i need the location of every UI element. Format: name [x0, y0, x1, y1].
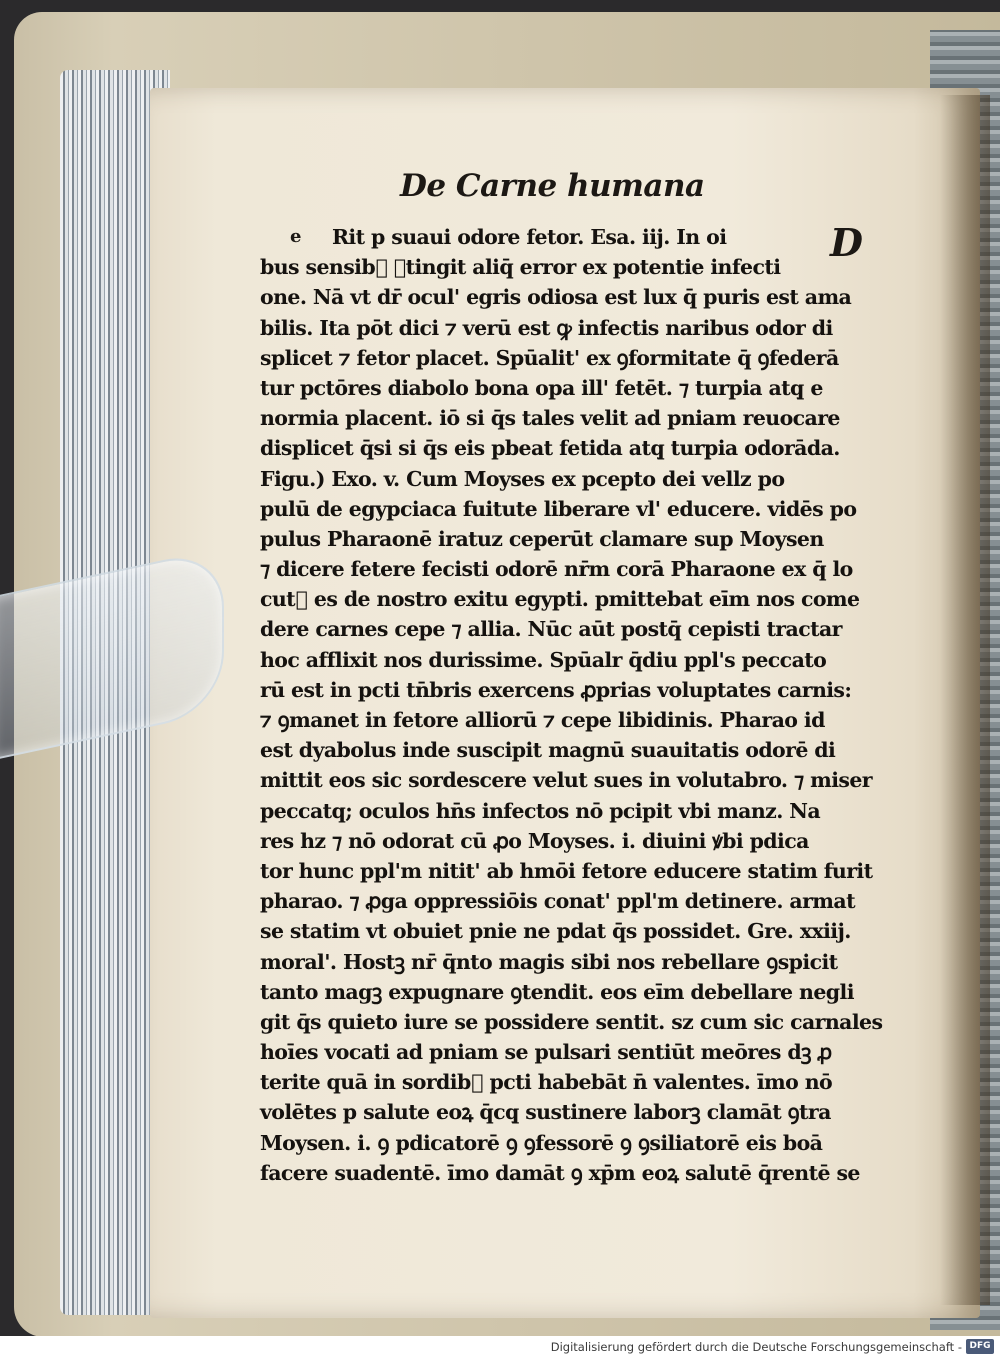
text-line: Figu.) Exo. v. Cum Moyses ex pcepto dei vellz po	[260, 466, 785, 491]
text-line: mittit eos sic sordescere velut sues in volutabro. ⁊ miser	[260, 768, 872, 793]
text-line: se statim vt obuiet pnie ne pdat q̄s possidet. Gre. xxiij.	[260, 919, 851, 944]
text-line: res hz ⁊ nō odorat cū ꝓo Moyses. i. diuini ꝟbi pdica	[260, 828, 809, 853]
text-line: displicet q̄si si q̄s eis pbeat fetida atq̧ turpia odorāda.	[260, 436, 840, 461]
text-line: terite quā in sordib᷒ pcti habebāt n̄ valentes. īmo nō	[260, 1070, 833, 1095]
text-line: normia placent. iō si q̄s tales velit ad pniam reuocare	[260, 406, 840, 431]
text-line: dere carnes cepe ⁊ allia. Nūc aūt postq̄ cepisti tractar	[260, 617, 842, 642]
text-line: pulū de egypciaca fuitute liberare vl' educere. vidēs po	[260, 496, 857, 521]
guide-letter: e	[290, 226, 302, 247]
text-line: bus sensib᷒ ꝯtingit aliq̄ error ex potentie infecti	[260, 255, 781, 280]
text-line: hoc afflixit nos durissime. Spūalr q̄diu ppl's peccato	[260, 647, 827, 672]
text-line: tanto magꝫ expugnare ꝯtendit. eos eīm debellare negli	[260, 979, 854, 1004]
gutter-shadow	[940, 95, 990, 1305]
text-line: Moysen. i. ꝯ pdicatorē ꝯ ꝯfessorē ꝯ ꝯsiliatorē eis boā	[260, 1130, 823, 1155]
text-line: pharao. ⁊ ꝓga oppressiōis conat' ppl'm detinere. armat	[260, 889, 855, 914]
text-line: Rit p suaui odore fetor. Esa. iij. In oi	[332, 225, 727, 249]
page-heading: De Carne humana	[400, 168, 705, 204]
text-line: volētes p salute eoꝝ q̄cq̧ sustinere laborꝫ clamāt ꝯtra	[260, 1100, 831, 1125]
body-text	[256, 222, 906, 1188]
text-line: est dyabolus inde suscipit magnū suauitatis odorē di	[260, 738, 836, 763]
text-line: one. Nā vt dr̄ ocul' egris odiosa est lux q̄ puris est ama	[260, 285, 852, 310]
text-line: ⁊ ꝯmanet in fetore alliorū ⁊ cepe libidinis. Pharao id	[260, 708, 825, 732]
footer-bar	[0, 1336, 1000, 1358]
text-line: rū est in pcti tn̄bris exercens ꝓprias voluptates carnis:	[260, 677, 852, 702]
dfg-logo: DFG	[966, 1339, 994, 1354]
guide-capital: D	[830, 220, 863, 265]
text-line: peccatq; oculos hn̄s infectos nō pcipit vbi manz. Na	[260, 798, 821, 823]
text-line: tur pctōres diabolo bona opa ill' fetēt. ⁊ turpia atq̧ e	[260, 375, 823, 400]
text-line: ⁊ dicere fetere fecisti odorē nr̄m corā Pharaone ex q̄ lo	[260, 557, 853, 582]
text-line: pulus Pharaonē iratuz ceperūt clamare sup Moysen	[260, 526, 824, 551]
text-line: bilis. Ita pōt dici ⁊ verū est ꝙ infectis naribus odor di	[260, 315, 833, 340]
text-line: tor hunc ppl'm nitit' ab hmōi fetore educere statim furit	[260, 858, 873, 883]
footer-credit: Digitalisierung gefördert durch die Deutsche Forschungsgemeinschaft -	[550, 1340, 962, 1354]
text-line: facere suadentē. īmo damāt ꝯ xp̄m eoꝝ salutē q̄rentē se	[260, 1160, 860, 1185]
text-line: git q̄s quieto iure se possidere sentit. sz cum sic carnales	[260, 1009, 883, 1034]
text-line: moral'. Hostꝫ nr̄ q̄nto magis sibi nos rebellare ꝯspicit	[260, 949, 838, 974]
text-line: splicet ⁊ fetor placet. Spūalit' ex ꝯformitate q̄ ꝯfederā	[260, 345, 839, 370]
text-line: cut᷒ es de nostro exitu egypti. pmittebat eīm nos come	[260, 587, 860, 612]
text-line: hoīes vocati ad pniam se pulsari sentiūt meōres dꝫ ꝓ	[260, 1040, 832, 1065]
